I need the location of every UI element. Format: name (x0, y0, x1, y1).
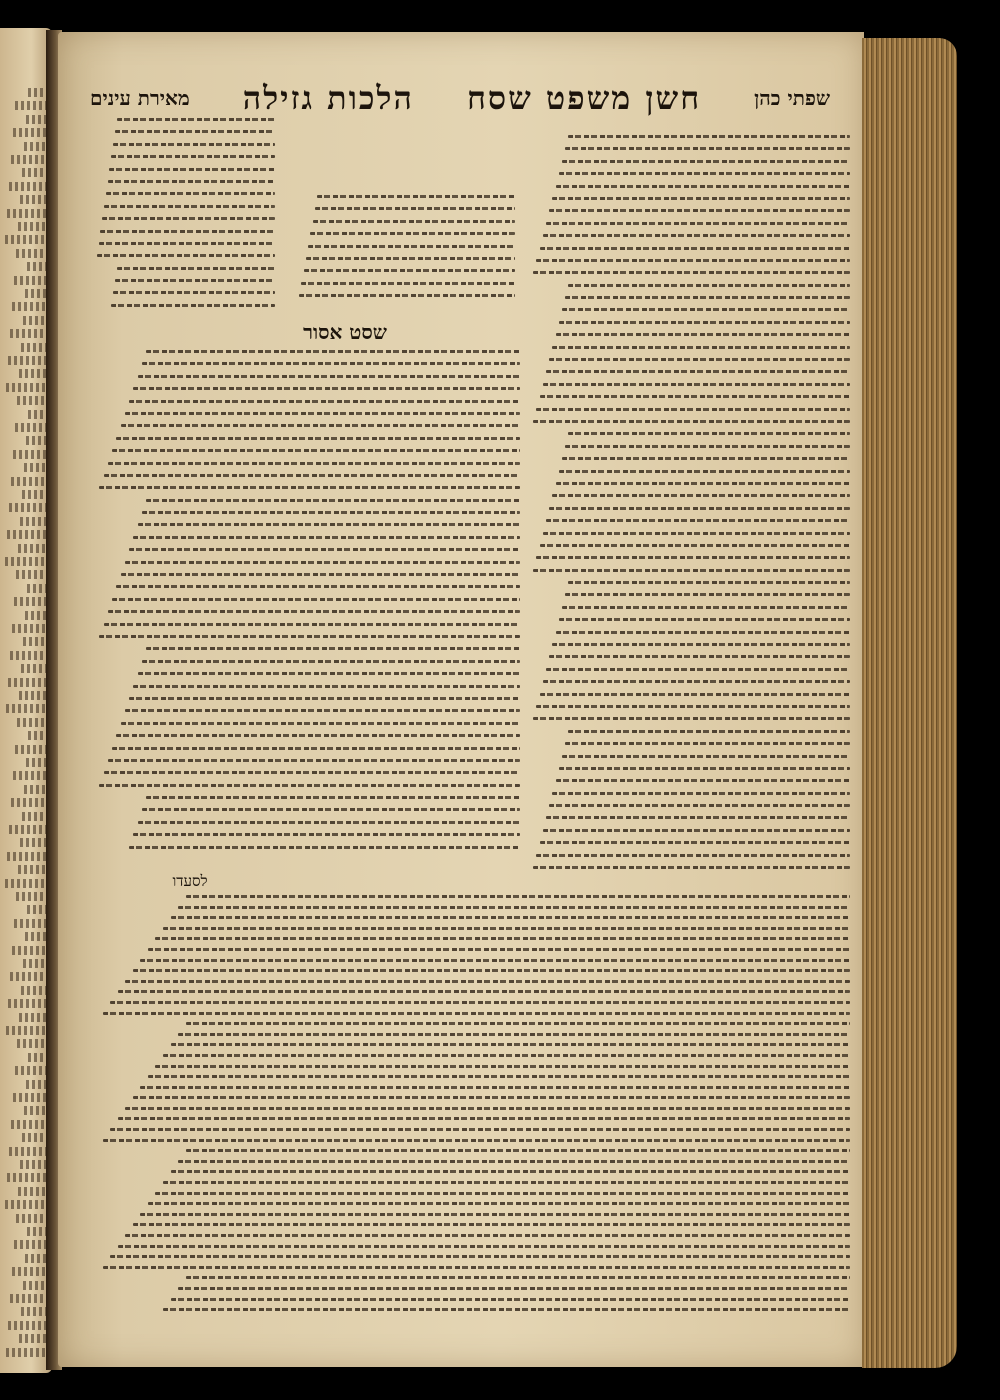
left-page-text-fragment (9, 182, 46, 191)
text-line (533, 866, 850, 869)
text-line (125, 980, 850, 983)
text-line (133, 536, 520, 539)
left-page-text-fragment (12, 624, 46, 633)
text-line (308, 245, 515, 248)
left-page-text-fragment (24, 785, 46, 794)
text-line (556, 185, 850, 188)
left-page-text-fragment (28, 731, 46, 740)
text-line (142, 362, 520, 365)
text-line (121, 573, 521, 576)
text-line (552, 792, 850, 795)
text-line (138, 672, 521, 675)
text-line (100, 230, 275, 233)
text-line (115, 130, 275, 133)
left-page-text-fragment (19, 691, 46, 700)
text-line (552, 346, 850, 349)
text-line (559, 321, 850, 324)
left-page-text-fragment (20, 195, 46, 204)
left-page-text-fragment (26, 436, 46, 445)
text-line (533, 420, 850, 423)
left-page-text-fragment (16, 1214, 46, 1223)
left-page-text-fragment (7, 530, 46, 539)
text-line (559, 767, 850, 770)
text-line (562, 606, 850, 609)
left-page-text-fragment (12, 1267, 46, 1276)
left-page-text-fragment (6, 1348, 46, 1357)
text-line (536, 705, 850, 708)
text-line (138, 523, 521, 526)
left-page-text-fragment (25, 289, 46, 298)
text-line (133, 1096, 850, 1099)
left-page-text-fragment (20, 838, 46, 847)
text-line (117, 267, 275, 270)
left-page-text-fragment (26, 115, 46, 124)
left-page-text-fragment (10, 1294, 46, 1303)
text-line (543, 532, 850, 535)
text-line (133, 833, 520, 836)
left-page-text-fragment (15, 423, 46, 432)
left-page-text-fragment (9, 503, 46, 512)
text-line (568, 284, 850, 287)
text-line (163, 927, 850, 930)
text-line (146, 647, 520, 650)
text-line (310, 232, 515, 235)
text-line (163, 1181, 850, 1184)
text-line (186, 1149, 850, 1152)
text-line (568, 432, 850, 435)
left-page-text-fragment (6, 383, 46, 392)
text-line (186, 1276, 850, 1279)
text-line (171, 1043, 851, 1046)
left-page-text-fragment (27, 262, 46, 271)
text-line (552, 494, 850, 497)
left-page-text-fragment (23, 1281, 46, 1290)
left-page-text-fragment (20, 1160, 46, 1169)
text-line (549, 507, 850, 510)
text-line (103, 1012, 850, 1015)
text-line (163, 1308, 850, 1311)
left-page-text-fragment (14, 597, 46, 606)
left-page-text-fragment (10, 329, 46, 338)
text-line (543, 829, 850, 832)
left-page-text-fragment (21, 986, 46, 995)
text-line (118, 990, 850, 993)
left-page-text-fragment (15, 1066, 46, 1075)
left-page-text-fragment (5, 235, 46, 244)
left-page-text-fragment (14, 276, 46, 285)
text-line (533, 569, 850, 572)
text-line (178, 1160, 850, 1163)
text-line (178, 1287, 850, 1290)
text-line (99, 635, 520, 638)
text-line (112, 747, 520, 750)
text-line (99, 784, 520, 787)
closing-word: לסעדו (172, 872, 208, 890)
center-commentary-column (290, 195, 515, 300)
text-line (543, 383, 850, 386)
text-line (108, 610, 520, 613)
main-text-column (95, 350, 520, 860)
text-line (565, 593, 850, 596)
text-line (104, 474, 521, 477)
left-page-text-fragment (26, 758, 46, 767)
left-page-text-fragment (20, 517, 46, 526)
left-page-text-fragment (24, 142, 46, 151)
text-line (306, 257, 515, 260)
text-line (556, 779, 850, 782)
left-page-text-fragment (22, 168, 46, 177)
left-facing-page (0, 28, 52, 1373)
left-page-text-fragment (18, 222, 46, 231)
text-line (565, 296, 850, 299)
header-center-subtitle: הלכות גזילה (242, 79, 414, 117)
left-page-text-fragment (27, 905, 46, 914)
text-line (129, 697, 520, 700)
left-page-text-fragment (7, 209, 46, 218)
text-line (104, 205, 275, 208)
left-page-text-fragment (21, 664, 46, 673)
text-line (536, 556, 850, 559)
left-page-text-fragment (23, 959, 46, 968)
header-left-section: מאירת עינים (90, 85, 190, 110)
text-line (110, 1255, 850, 1258)
text-line (108, 759, 520, 762)
left-page-text-fragment (11, 155, 46, 164)
left-page-text-fragment (15, 745, 46, 754)
text-line (148, 948, 850, 951)
text-line (552, 643, 850, 646)
text-line (546, 816, 850, 819)
text-line (556, 631, 850, 634)
text-line (186, 895, 850, 898)
left-page-text-fragment (25, 1254, 46, 1263)
text-line (562, 457, 850, 460)
text-line (112, 598, 520, 601)
text-line (540, 544, 850, 547)
left-page-text-fragment (12, 946, 46, 955)
left-page-text-fragment (21, 343, 46, 352)
left-page-text-fragment (5, 879, 46, 888)
text-line (315, 207, 515, 210)
text-line (99, 242, 275, 245)
text-line (116, 585, 520, 588)
text-line (125, 561, 520, 564)
left-page-text-fragment (14, 1240, 46, 1249)
text-line (121, 424, 521, 427)
text-line (115, 279, 275, 282)
text-line (549, 358, 850, 361)
text-line (533, 271, 850, 274)
text-line (97, 254, 275, 257)
text-line (113, 291, 275, 294)
text-line (171, 1298, 851, 1301)
text-line (118, 1245, 850, 1248)
text-line (171, 1170, 851, 1173)
text-line (148, 1202, 850, 1205)
text-line (109, 168, 275, 171)
left-page-text-fragment (16, 570, 46, 579)
left-page-text-fragment (6, 1026, 46, 1035)
text-line (113, 143, 275, 146)
text-line (559, 172, 850, 175)
left-page-text-fragment (14, 919, 46, 928)
left-page-text-fragment (21, 1307, 46, 1316)
text-line (540, 247, 850, 250)
left-page-text-fragment (22, 490, 46, 499)
text-line (142, 511, 520, 514)
text-line (559, 618, 850, 621)
left-page-text-fragment (8, 999, 46, 1008)
text-line (142, 660, 520, 663)
left-page-text-fragment (22, 1133, 46, 1142)
text-line (125, 412, 520, 415)
text-line (116, 437, 520, 440)
text-line (549, 209, 850, 212)
text-line (111, 155, 275, 158)
text-line (543, 680, 850, 683)
text-line (118, 1117, 850, 1120)
left-page-text-fragment (19, 369, 46, 378)
text-line (104, 623, 521, 626)
text-line (568, 581, 850, 584)
left-page-text-fragment (26, 1080, 46, 1089)
left-page-text-fragment (17, 396, 46, 405)
text-line (117, 118, 275, 121)
text-line (299, 294, 515, 297)
text-line (540, 395, 850, 398)
text-line (546, 222, 850, 225)
left-page-text-fragment (18, 544, 46, 553)
text-line (116, 734, 520, 737)
text-line (155, 937, 850, 940)
text-line (103, 1139, 850, 1142)
text-line (543, 234, 850, 237)
text-line (171, 916, 851, 919)
text-line (121, 722, 521, 725)
left-page-text-fragment (23, 637, 46, 646)
text-line (110, 1001, 850, 1004)
left-page-text-fragment (15, 101, 46, 110)
text-line (540, 841, 850, 844)
text-line (546, 668, 850, 671)
text-line (106, 192, 275, 195)
text-line (565, 147, 850, 150)
text-line (129, 846, 520, 849)
left-page-text-fragment (18, 1187, 46, 1196)
text-line (108, 462, 520, 465)
text-line (568, 730, 850, 733)
text-line (536, 259, 850, 262)
left-page-text-fragment (7, 852, 46, 861)
left-page-text-fragment (17, 718, 46, 727)
section-title: שסט אסור (303, 320, 387, 344)
header-center-title: חשן משפט שסח (466, 79, 702, 117)
text-line (549, 804, 850, 807)
text-line (556, 333, 850, 336)
left-page-text-fragment (13, 450, 46, 459)
text-line (125, 1107, 850, 1110)
left-page-text-fragment (6, 704, 46, 713)
text-line (133, 685, 520, 688)
page-edges (862, 38, 957, 1368)
text-line (133, 387, 520, 390)
text-line (111, 304, 275, 307)
text-line (186, 1022, 850, 1025)
text-line (108, 180, 275, 183)
left-page-text-fragment (8, 1321, 46, 1330)
left-page-text-fragment (7, 1173, 46, 1182)
left-page-text-fragment (23, 316, 46, 325)
left-page-text-fragment (25, 611, 46, 620)
text-line (565, 742, 850, 745)
text-line (565, 445, 850, 448)
text-line (140, 1213, 850, 1216)
left-page-text-fragment (8, 678, 46, 687)
left-page-text-fragment (10, 651, 46, 660)
left-page-text-fragment (9, 825, 46, 834)
left-page-text-fragment (19, 1013, 46, 1022)
left-page-text-fragment (24, 463, 46, 472)
text-line (125, 709, 520, 712)
text-line (552, 197, 850, 200)
text-line (301, 282, 515, 285)
text-line (559, 470, 850, 473)
left-page-text-fragment (16, 892, 46, 901)
text-line (317, 195, 515, 198)
text-line (163, 1054, 850, 1057)
text-line (102, 217, 275, 220)
text-line (562, 755, 850, 758)
left-page-text-fragment (10, 972, 46, 981)
text-line (142, 808, 520, 811)
text-line (540, 693, 850, 696)
text-line (568, 135, 850, 138)
left-page-text-fragment (28, 1053, 46, 1062)
bottom-commentary-block (95, 895, 850, 1330)
text-line (313, 220, 516, 223)
text-line (562, 308, 850, 311)
left-page-text-fragment (8, 356, 46, 365)
text-line (536, 854, 850, 857)
left-page-text-fragment (25, 932, 46, 941)
left-page-text-fragment (13, 1093, 46, 1102)
text-line (104, 771, 521, 774)
text-line (129, 400, 520, 403)
left-page-text-fragment (22, 812, 46, 821)
left-commentary-column (95, 118, 275, 318)
left-page-text-fragment (9, 1147, 46, 1156)
text-line (138, 375, 521, 378)
text-line (133, 1223, 850, 1226)
text-line (304, 269, 516, 272)
text-line (546, 519, 850, 522)
text-line (146, 350, 520, 353)
text-line (112, 449, 520, 452)
text-line (138, 821, 521, 824)
text-line (562, 160, 850, 163)
text-line (155, 1192, 850, 1195)
text-line (129, 548, 520, 551)
text-line (110, 1128, 850, 1131)
text-line (155, 1065, 850, 1068)
text-line (140, 959, 850, 962)
text-line (140, 1086, 850, 1089)
left-page-text-fragment (27, 1227, 46, 1236)
left-page-text-fragment (24, 1106, 46, 1115)
left-page-text-fragment (5, 1200, 46, 1209)
right-commentary-column (530, 135, 850, 885)
left-page-text-fragment (11, 798, 46, 807)
left-page-text-fragment (28, 410, 46, 419)
text-line (178, 906, 850, 909)
text-line (146, 796, 520, 799)
left-page-text-fragment (28, 88, 46, 97)
text-line (146, 499, 520, 502)
header-right-section: שפתי כהן (754, 85, 830, 110)
left-page-text-fragment (5, 557, 46, 566)
left-page-text-fragment (13, 128, 46, 137)
left-page-text-fragment (11, 1120, 46, 1129)
left-page-text-fragment (13, 771, 46, 780)
text-line (99, 486, 520, 489)
text-line (148, 1075, 850, 1078)
text-line (103, 1266, 850, 1269)
left-page-text-fragment (18, 865, 46, 874)
left-page-text-fragment (12, 302, 46, 311)
left-page-text-fragment (27, 584, 46, 593)
text-line (546, 370, 850, 373)
left-page-text-fragment (19, 1334, 46, 1343)
left-page-text-fragment (17, 1039, 46, 1048)
left-page-text-fragment (11, 477, 46, 486)
text-line (556, 482, 850, 485)
text-line (133, 969, 850, 972)
text-line (549, 655, 850, 658)
text-line (178, 1033, 850, 1036)
text-line (125, 1234, 850, 1237)
text-line (533, 717, 850, 720)
text-line (536, 408, 850, 411)
left-page-text-fragment (16, 249, 46, 258)
